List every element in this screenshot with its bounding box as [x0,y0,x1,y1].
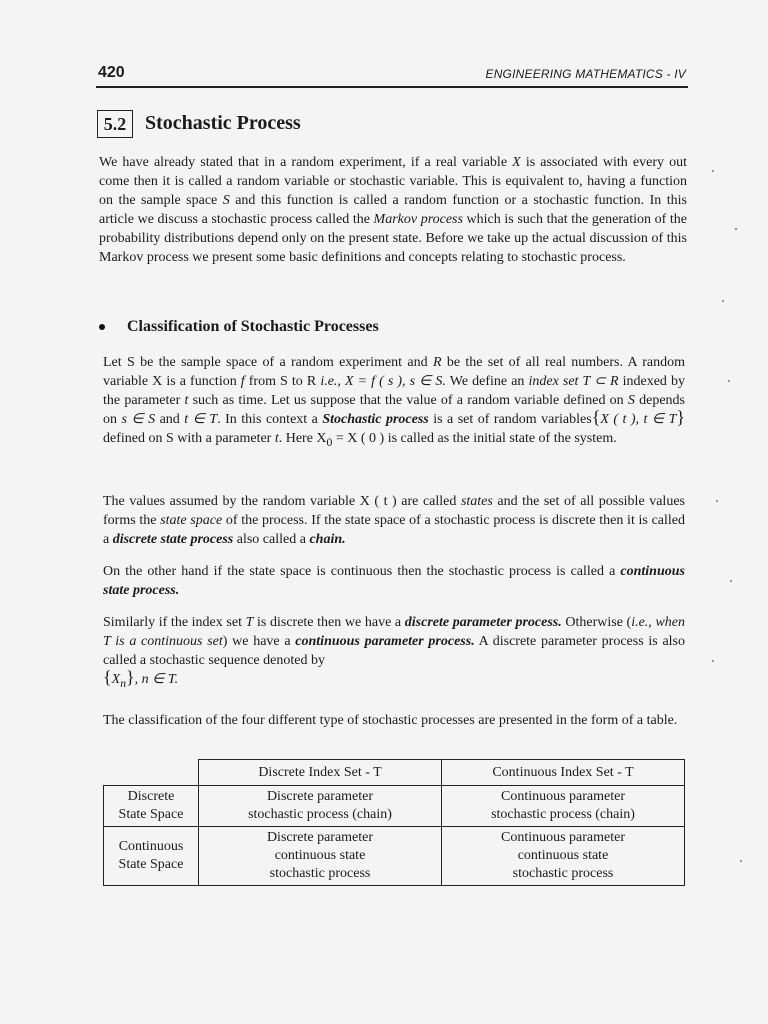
table-cell: Discrete parameter continuous state stochastic process [199,827,442,886]
row-header: Continuous State Space [104,827,199,886]
table-intro-paragraph: The classification of the four different type of stochastic processes are presented in the form of a table. [103,713,678,728]
bullet-icon [99,324,105,330]
scan-speck [716,500,718,502]
continuous-state-paragraph: On the other hand if the state space is continuous then the stochastic process is called a continuous state process. [103,564,685,598]
scan-speck [730,580,732,582]
classification-heading: Classification of Stochastic Processes [99,318,379,336]
definition-paragraph: Let S be the sample space of a random experiment and R be the set of all real numbers. A random variable X is a function f from S to R i.e., X = f ( s ), s ∈ S. We define an index set T ⊂ R indexed by the parameter t such as time. Let us suppose that the value of a random variable defined on S depends on s ∈ S and t ∈ T. In this context a Stochastic process is a set of random variables{X ( t ), t ∈ T} defined on S with a parameter t. Here $X_0 = X$ ( 0 ) is called as the initial state of the system. [103,355,686,449]
row-header: Discrete State Space [104,786,199,827]
header-rule [96,86,688,88]
table-corner [104,760,199,786]
classification-table [103,759,685,886]
states-paragraph: The values assumed by the random variable X ( t ) are called states and the set of all possible values forms the state space of the process. If the state space of a stochastic process is discrete then it is called a discrete state process also called a chain. [103,494,685,547]
scan-speck [722,300,724,302]
table-cell: Continuous parameter stochastic process (chain) [442,786,685,827]
table-row [104,827,685,886]
scan-speck [712,660,714,662]
table-cell: Discrete parameter stochastic process (chain) [199,786,442,827]
column-header: Continuous Index Set - T [442,760,685,786]
scan-speck [740,860,742,862]
intro-paragraph: We have already stated that in a random experiment, if a real variable X is associated with every out come then it is called a random variable or stochastic variable. This is equivalent to, having a function on the sample space S and this function is called a random function or a stochastic function. In this article we discuss a stochastic process called the Markov process which is such that the generation of the probability distributions depend only on the present state. Before we take up the actual discussion of this Markov process we present some basic definitions and concepts relating to stochastic process. [99,155,687,265]
section-number: 5.2 [97,110,133,138]
scan-speck [735,228,737,230]
scan-speck [712,170,714,172]
table-row [104,786,685,827]
scan-speck [728,380,730,382]
column-header: Discrete Index Set - T [199,760,442,786]
parameter-process-paragraph: Similarly if the index set T is discrete then we have a discrete parameter process. Otherwise (i.e., when T is a continuous set) we have a continuous parameter process. A discrete parameter process is also called a stochastic sequence denoted by $\{X_n\}$, n ∈ T. [103,615,685,690]
section-title: Stochastic Process [145,112,301,134]
running-title: ENGINEERING MATHEMATICS - IV [485,67,686,81]
page-number: 420 [98,64,125,81]
table-cell: Continuous parameter continuous state stochastic process [442,827,685,886]
